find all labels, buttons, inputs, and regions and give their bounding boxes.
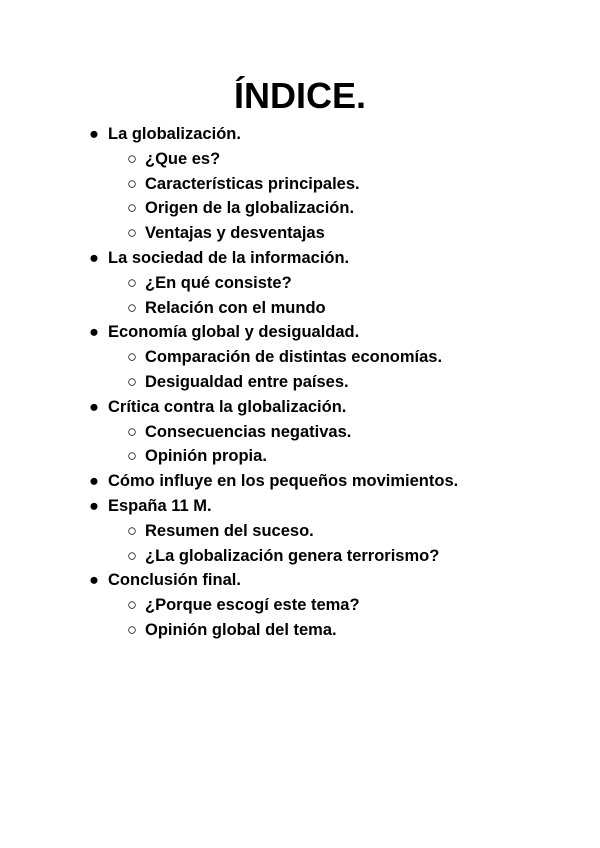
hollow-bullet-icon: ○ — [127, 620, 137, 639]
hollow-bullet-icon: ○ — [127, 521, 137, 540]
filled-bullet-icon: ● — [89, 248, 99, 267]
hollow-bullet-icon: ○ — [127, 199, 137, 218]
toc-subitem-label: ¿La globalización genera terrorismo? — [145, 546, 440, 565]
toc-subitem — [0, 196, 600, 221]
filled-bullet-icon: ● — [89, 125, 99, 143]
toc-section — [0, 494, 600, 519]
filled-bullet-icon: ● — [89, 323, 99, 342]
toc-subitem-label: Opinión global del tema. — [145, 620, 337, 639]
toc-section-label: España 11 M. — [108, 496, 212, 515]
filled-bullet-icon: ● — [89, 496, 99, 515]
toc-subitem-label: Consecuencias negativas. — [145, 422, 352, 441]
hollow-bullet-icon: ○ — [127, 447, 137, 466]
toc-subitem — [0, 519, 600, 544]
toc-subitem — [0, 221, 600, 246]
hollow-bullet-icon: ○ — [127, 422, 137, 441]
toc-subitem — [0, 544, 600, 569]
toc-subitem-label: ¿En qué consiste? — [145, 273, 292, 292]
toc-subitem-label: Desigualdad entre países. — [145, 372, 349, 391]
toc-subitem — [0, 370, 600, 395]
toc-subitem-label: Ventajas y desventajas — [145, 224, 325, 243]
toc-subitem — [0, 147, 600, 172]
toc-subitem-label: ¿Que es? — [145, 149, 221, 168]
toc-subitem — [0, 420, 600, 445]
hollow-bullet-icon: ○ — [127, 348, 137, 367]
toc-subitem — [0, 593, 600, 618]
hollow-bullet-icon: ○ — [127, 273, 137, 292]
toc-section — [0, 122, 600, 147]
toc-section — [0, 469, 600, 494]
filled-bullet-icon: ● — [89, 571, 99, 590]
hollow-bullet-icon: ○ — [127, 596, 137, 615]
toc-subitem-label: Origen de la globalización. — [145, 199, 355, 218]
filled-bullet-icon: ● — [89, 397, 99, 416]
toc-section-label: Economía global y desigualdad. — [108, 323, 360, 342]
hollow-bullet-icon: ○ — [127, 372, 137, 391]
toc-subitem — [0, 444, 600, 469]
toc-subitem-label: Comparación de distintas economías. — [145, 348, 443, 367]
filled-bullet-icon: ● — [89, 472, 99, 491]
toc-subitem-label: Opinión propia. — [145, 447, 267, 466]
toc-section — [0, 246, 600, 271]
toc-subitem-label: Resumen del suceso. — [145, 521, 314, 540]
toc-section-label: Conclusión final. — [108, 571, 241, 590]
page-title: ÍNDICE. — [233, 75, 366, 116]
toc-section — [0, 395, 600, 420]
toc-section-label: La globalización. — [108, 125, 241, 143]
hollow-bullet-icon: ○ — [127, 546, 137, 565]
toc-subitem — [0, 172, 600, 197]
toc-subitem-label: ¿Porque escogí este tema? — [145, 596, 360, 615]
hollow-bullet-icon: ○ — [127, 224, 137, 243]
toc-section — [0, 320, 600, 345]
toc-section-label: La sociedad de la información. — [108, 248, 350, 267]
toc-subitem — [0, 271, 600, 296]
toc-subitem-label: Características principales. — [145, 174, 360, 193]
toc-section-label: Cómo influye en los pequeños movimientos. — [108, 472, 459, 491]
hollow-bullet-icon: ○ — [127, 298, 137, 317]
hollow-bullet-icon: ○ — [127, 149, 137, 168]
toc-subitem — [0, 296, 600, 321]
table-of-contents — [0, 122, 600, 643]
toc-subitem-label: Relación con el mundo — [145, 298, 326, 317]
toc-subitem — [0, 345, 600, 370]
toc-section — [0, 568, 600, 593]
toc-subitem — [0, 618, 600, 643]
hollow-bullet-icon: ○ — [127, 174, 137, 193]
toc-section-label: Crítica contra la globalización. — [108, 397, 347, 416]
